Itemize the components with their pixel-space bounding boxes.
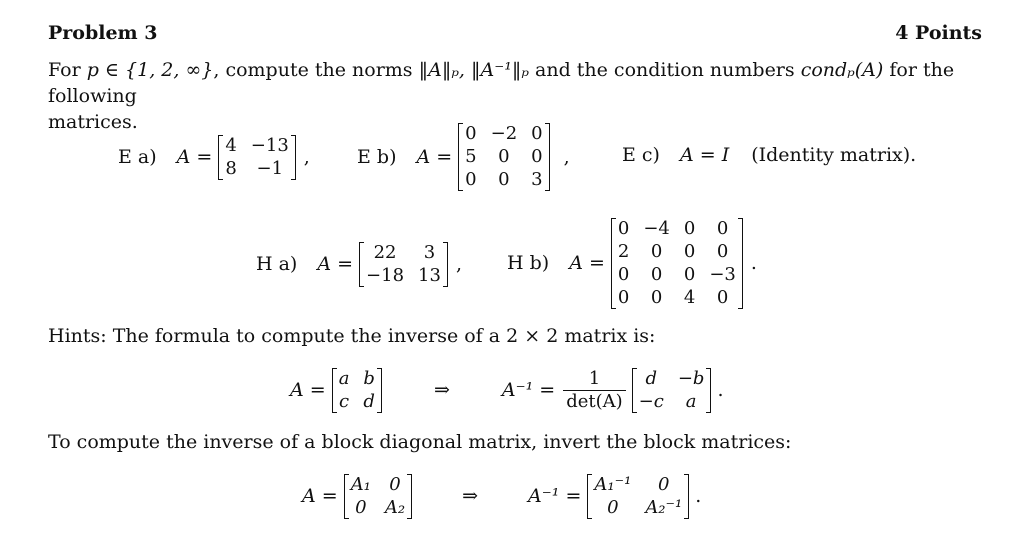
intro-norms: ‖A‖ₚ, ‖A⁻¹‖ₚ — [418, 59, 529, 81]
trail-ea: , — [303, 146, 310, 168]
matrix-cell: 0 — [650, 286, 663, 308]
note-ec: (Identity matrix). — [751, 144, 917, 166]
matrix-cell: 0 — [465, 169, 477, 190]
matrix-cell: 8 — [225, 157, 237, 179]
hint-formula-2 — [302, 470, 701, 522]
f1-frac-num: 1 — [588, 367, 601, 389]
label-eb: E b) — [357, 146, 397, 168]
matrix-cell: d — [645, 367, 657, 389]
matrix-cell: 0 — [716, 217, 729, 239]
lhs-hb: A = — [569, 252, 605, 274]
matrix-cell: 0 — [716, 240, 729, 262]
matrix-cell: −3 — [709, 263, 736, 285]
f2-matrix — [344, 474, 412, 519]
matrix-cell: 0 — [607, 496, 619, 518]
matrix-cell: b — [363, 367, 375, 389]
lhs-eb: A = — [416, 146, 453, 168]
matrix-cell: 0 — [716, 286, 729, 308]
matrix-cell: 0 — [355, 496, 367, 518]
f1-lhs: A = — [290, 379, 326, 401]
matrix-eb — [458, 123, 549, 191]
matrix-cell: −c — [638, 390, 664, 412]
intro-mid: , compute the norms — [213, 59, 419, 81]
matrix-cell: 0 — [531, 123, 543, 144]
intro-pre: For — [48, 59, 87, 81]
arrow-1: ⇒ — [433, 379, 450, 401]
matrix-cell: 0 — [650, 240, 663, 262]
matrix-cell: 0 — [683, 263, 696, 285]
matrix-cell: 0 — [498, 169, 510, 190]
f1-fraction — [563, 368, 625, 413]
matrix-cell: 0 — [617, 286, 630, 308]
matrix-cell: −2 — [490, 123, 518, 144]
hint-formula-1 — [290, 364, 723, 416]
lhs-ha: A = — [317, 253, 354, 275]
intro-cond: condₚ(A) — [800, 59, 884, 81]
matrix-cell: 0 — [531, 146, 543, 167]
matrix-cell: 4 — [225, 134, 237, 156]
label-ha: H a) — [256, 253, 298, 275]
f1-matrix — [332, 368, 382, 413]
matrix-cell: 0 — [683, 240, 696, 262]
matrix-cell: −b — [677, 367, 705, 389]
matrix-cell: 0 — [683, 217, 696, 239]
label-hb: H b) — [507, 252, 550, 274]
matrix-cell: −1 — [256, 157, 284, 179]
matrix-cell: −18 — [366, 264, 405, 286]
matrix-cell: 13 — [418, 264, 441, 286]
matrix-cell: −4 — [643, 217, 670, 239]
f2-end: . — [695, 485, 702, 507]
matrix-cell: 0 — [617, 263, 630, 285]
matrix-cell: 4 — [683, 286, 696, 308]
matrix-cell: A₂ — [384, 496, 406, 518]
matrix-cell: d — [363, 390, 375, 412]
matrix-cell: A₂⁻¹ — [645, 496, 683, 518]
matrix-hb — [611, 218, 743, 309]
matrix-cell: A₁⁻¹ — [594, 473, 632, 495]
problem-ea — [118, 130, 310, 184]
label-ec: E c) — [622, 144, 660, 166]
f1-frac-den: det(A) — [563, 390, 625, 413]
expr-ec: A = I — [679, 144, 730, 166]
matrix-cell: a — [338, 367, 350, 389]
label-ea: E a) — [118, 146, 157, 168]
matrix-cell: a — [685, 390, 697, 412]
matrix-cell: 0 — [658, 473, 670, 495]
trail-ha: , — [455, 253, 462, 275]
matrix-cell: 0 — [650, 263, 663, 285]
problem-ha — [256, 237, 462, 291]
f2-lhs: A = — [302, 485, 338, 507]
problem-title: Problem 3 — [48, 22, 158, 44]
matrix-cell: 0 — [617, 217, 630, 239]
matrix-cell: A₁ — [350, 473, 371, 495]
intro-end: for the following — [48, 59, 955, 107]
matrix-cell: −13 — [250, 134, 289, 156]
f2-inv-lhs: A⁻¹ = — [528, 485, 582, 507]
matrix-cell: 0 — [465, 123, 477, 144]
trail-eb: , — [563, 146, 570, 168]
f2-inv-matrix — [587, 474, 689, 519]
f1-inv-lhs: A⁻¹ = — [501, 379, 556, 401]
intro-post: and the condition numbers — [528, 59, 801, 81]
hint-text-2: To compute the inverse of a block diagonal matrix, invert the block matrices: — [48, 431, 792, 453]
problem-eb — [357, 120, 570, 194]
lhs-ea: A = — [176, 146, 213, 168]
problem-ec — [622, 144, 916, 166]
arrow-2: ⇒ — [462, 485, 479, 507]
matrix-cell: 3 — [423, 241, 436, 263]
matrix-cell: 0 — [498, 146, 510, 167]
points-label: 4 Points — [895, 22, 982, 44]
intro-line2: matrices. — [48, 111, 138, 133]
intro-p-set: p ∈ {1, 2, ∞} — [86, 59, 214, 81]
matrix-ha — [359, 242, 448, 287]
matrix-cell: 0 — [389, 473, 401, 495]
matrix-cell: c — [339, 390, 350, 412]
matrix-cell: 5 — [465, 146, 477, 167]
matrix-cell: 22 — [373, 241, 397, 263]
matrix-cell: 3 — [531, 169, 543, 190]
f1-inv-matrix — [632, 368, 712, 413]
matrix-ea — [218, 135, 295, 180]
f1-end: . — [717, 379, 724, 401]
matrix-cell: 2 — [617, 240, 630, 262]
trail-hb: . — [750, 252, 757, 274]
problem-hb — [507, 214, 757, 312]
hint-text-1: Hints: The formula to compute the inverse of a 2 × 2 matrix is: — [48, 325, 656, 347]
